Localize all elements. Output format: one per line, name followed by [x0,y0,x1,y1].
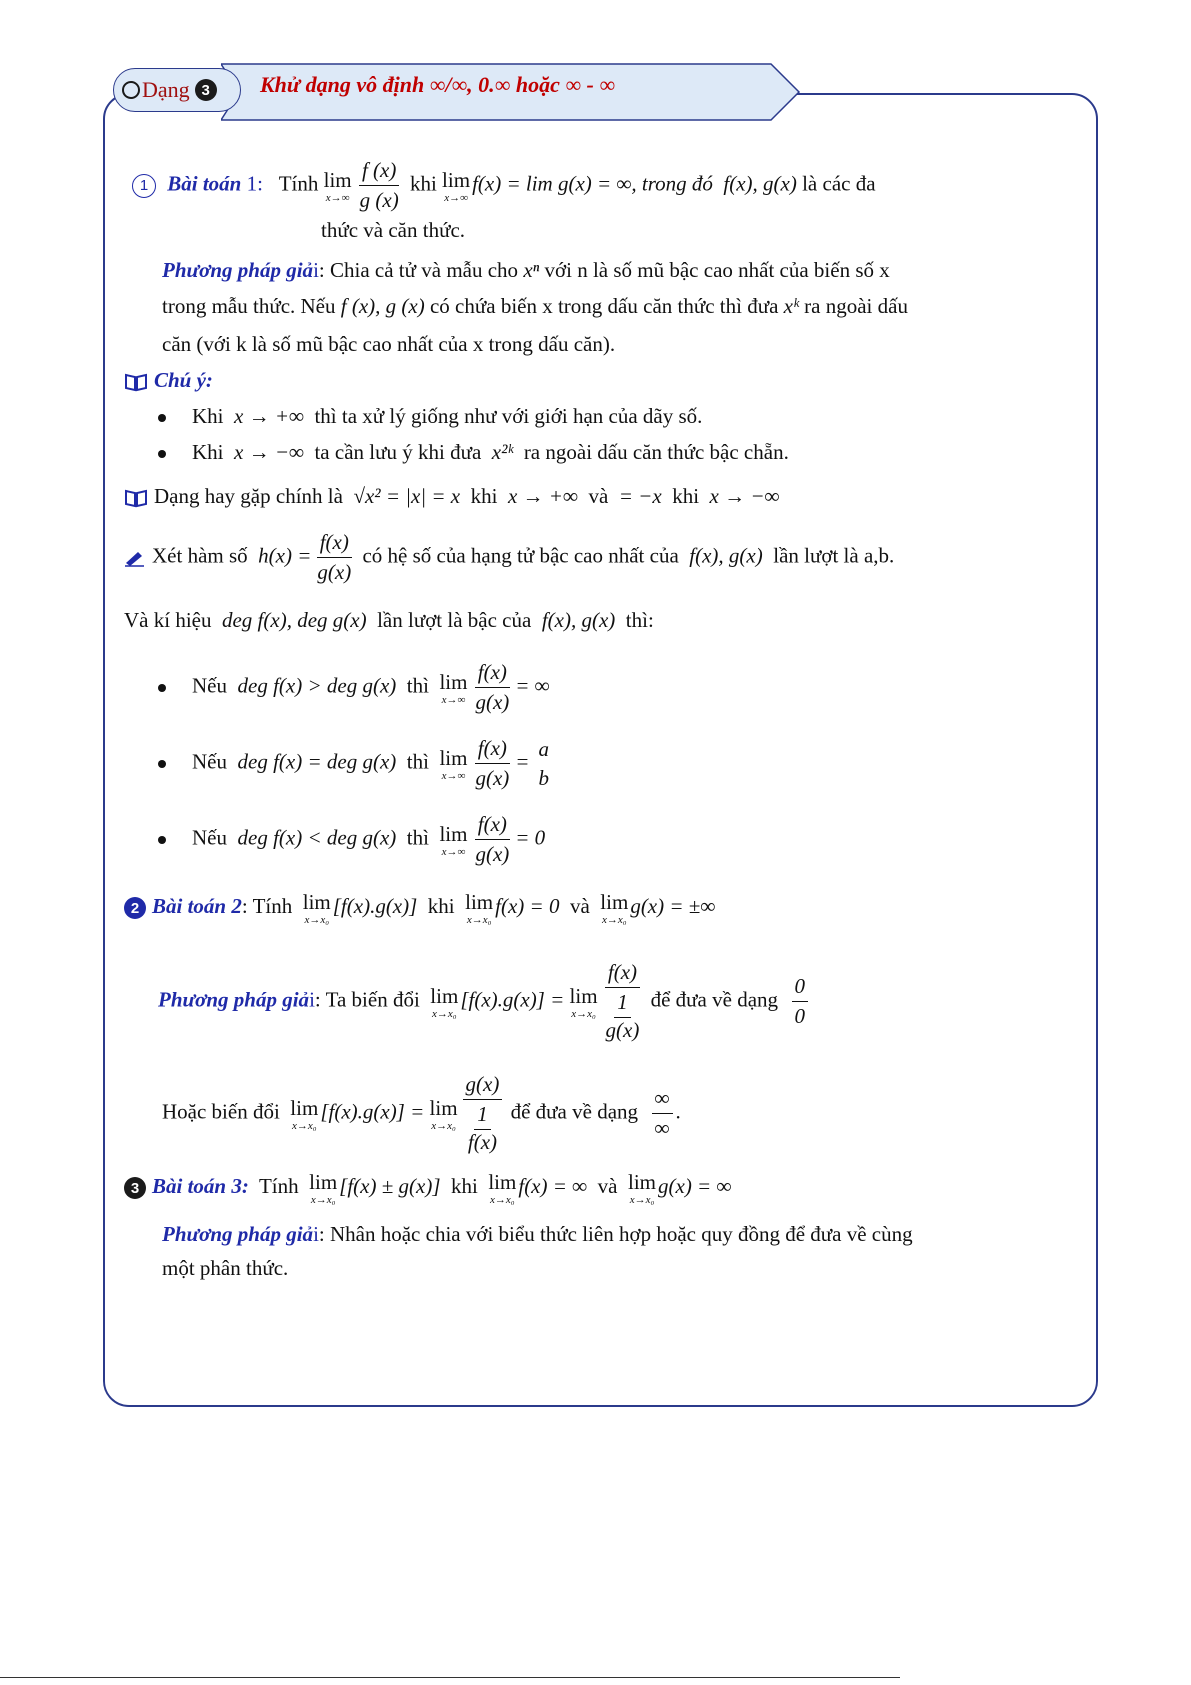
note-heading [124,368,213,393]
section-label-text: Dạng [142,77,190,102]
problem3-number-icon: 3 [124,1177,146,1199]
problem1-heading [132,158,876,213]
book-icon [124,488,148,508]
footer-rule [0,1677,900,1678]
consider-line2: Và kí hiệu deg f(x), deg g(x) lần lượt là bậc của f(x), g(x) thì: [124,608,654,632]
problem1-khi: khi [409,171,437,196]
problem3-heading: 3 Bài toán 3: Tính lim x→x₀ [f(x) ± g(x)] khi lim x→x₀ f(x) = ∞ và lim x→x₀ g(x) = ∞ [124,1170,731,1206]
book-icon [124,372,148,392]
note-label: Chú ý: [154,368,213,392]
problem1-method-line3: căn (với k là số mũ bậc cao nhất của x trong dấu căn). [162,332,616,356]
problem1-index: 1: [246,171,263,196]
problem3-method-line2: một phân thức. [162,1256,289,1280]
note-bullet-2: Khi x → −∞ ta cần lưu ý khi đưa x²ᵏ ra ngoài dấu căn thức bậc chẵn. [158,440,789,465]
problem1-fg: f(x), g(x) [723,171,797,196]
section-title: Khử dạng vô định ∞/∞, 0.∞ hoặc ∞ - ∞ [260,72,616,97]
method-label: Phương pháp giả [162,258,314,282]
section-label [113,68,241,112]
lim-operator: lim x→∞ [442,167,471,204]
problem1-method-line1: Phương pháp giải: Chia cả tử và mẫu cho xⁿ với n là số mũ bậc cao nhất của biến số x [162,258,890,282]
note-bullet-1: Khi x → +∞ thì ta xử lý giống như với giới hạn của dãy số. [158,404,702,429]
problem1-method-line2: trong mẫu thức. Nếu f (x), g (x) có chứa biến x trong dấu căn thức thì đưa xᵏ ra ngoài dấu [162,294,908,318]
problem1-title: Bài toán [167,171,242,196]
problem1-tinh: Tính [278,171,319,196]
problem1-number-icon: 1 [132,174,156,198]
case-row: Nếu deg f(x) = deg g(x) thì lim x→∞ $\frac{f(x)}{g(x)}$ = a b [158,736,555,791]
x-power-n: xⁿ [523,258,540,282]
lim-operator: lim x→∞ [323,167,352,204]
problem2-heading: 2 Bài toán 2: Tính lim x→x₀ [f(x).g(x)] khi lim x→x₀ f(x) = 0 và lim x→x₀ g(x) = ±∞ [124,890,715,926]
x-power-k: xᵏ [783,294,799,318]
problem1-line2: thức và căn thức. [321,218,466,242]
fraction-f-over-g: $\frac{f (x)}{g (x)}$ [359,158,399,212]
problem2-number-icon: 2 [124,897,146,919]
case-row: Nếu deg f(x) < deg g(x) thì lim x→∞ $\frac{f(x)}{g(x)}$ = 0 [158,812,545,867]
case-row: Nếu deg f(x) > deg g(x) thì lim x→∞ $\frac{f(x)}{g(x)}$ = ∞ [158,660,550,715]
section-number-badge: 3 [195,79,217,101]
problem2-alternative: Hoặc biến đổi lim x→x₀ [f(x).g(x)] = lim x→x₀ g(x) 1 f(x) để đưa về dạng $\frac{\infty}{\infty}$ . [162,1072,681,1154]
problem1-tail: là các đa [802,171,876,196]
problem2-method: Phương pháp giải: Ta biến đổi lim x→x₀ [f(x).g(x)] = lim x→x₀ f(x) 1 g(x) để đưa về dạng $\frac{0}{0}$ [158,960,811,1043]
pencil-icon [124,549,146,567]
problem3-method-line1: Phương pháp giải: Nhân hoặc chia với biểu thức liên hợp hoặc quy đồng để đưa về cùng [162,1222,913,1246]
ring-icon [122,81,140,99]
consider-line1: Xét hàm số h(x) = $\frac{f(x)}{g(x)}$ có hệ số của hạng tử bậc cao nhất của f(x), g(x) lần lượt là a,b. [124,530,894,585]
common-form-line: Dạng hay gặp chính là √x² = |x| = x khi x → +∞ và = −x khi x → −∞ [124,484,780,509]
problem1-condition: f(x) = lim g(x) = ∞, trong đó [472,171,713,196]
